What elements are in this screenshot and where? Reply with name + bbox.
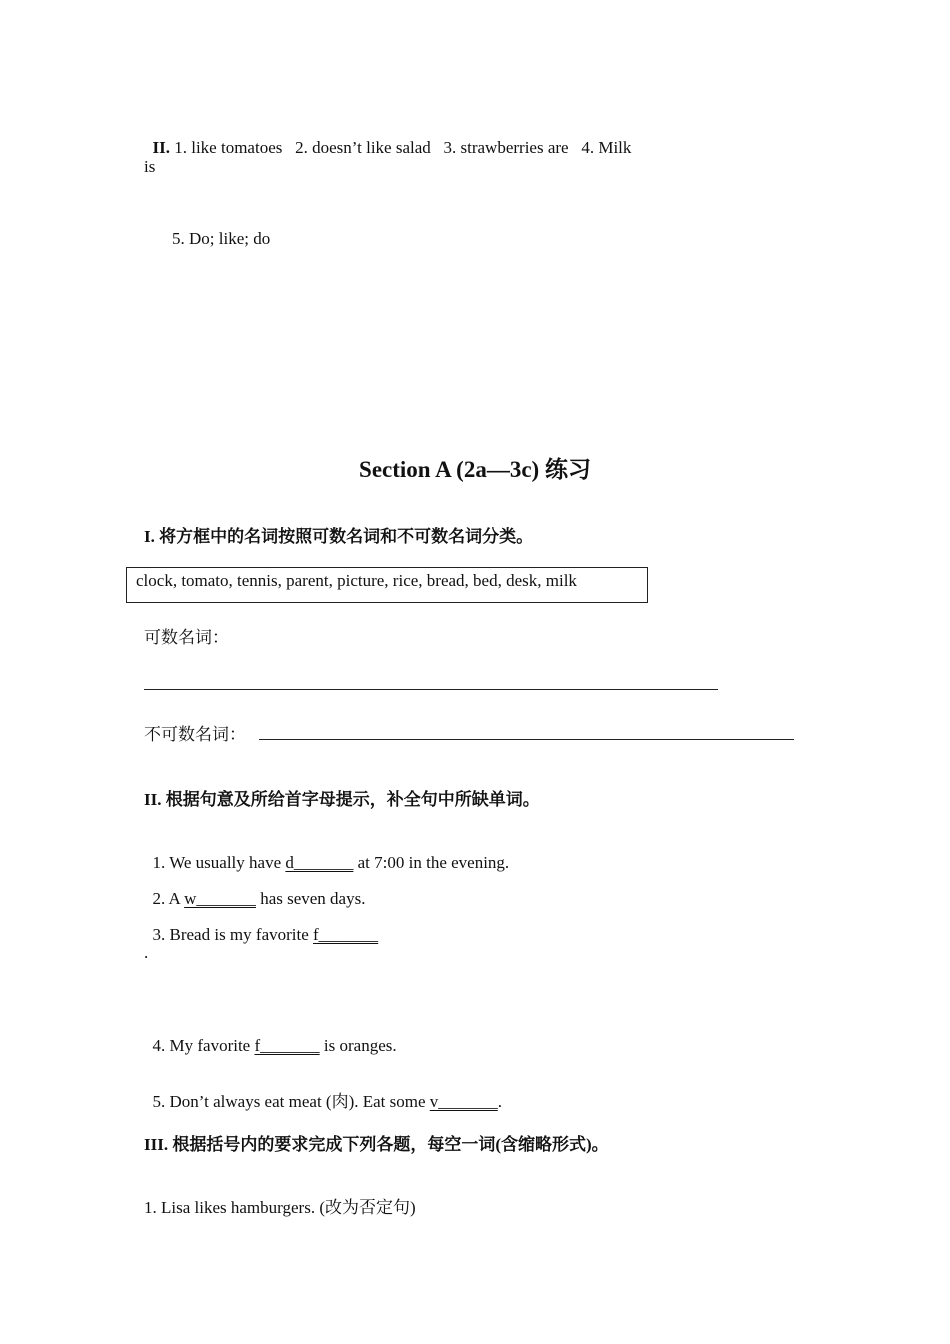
part3-title: III. 根据括号内的要求完成下列各题，每空一词(含缩略形式)。 [144,1135,609,1154]
answer-line-1 [144,118,631,158]
question-4 [144,1016,397,1056]
word-box [126,567,648,603]
section-title: Section A (2a—3c) 练习 [359,457,591,482]
answer-label: II. [152,138,170,157]
question-2-rest: has seven days. [255,889,366,908]
part1-title: I. 将方框中的名词按照可数名词和不可数名词分类。 [144,527,534,546]
answer-items: 1. like tomatoes 2. doesn’t like salad 3. strawberries are 4. Milk [169,138,632,157]
question-4-blank[interactable]: f_______ [254,1036,320,1055]
question-4-text: 4. My favorite [152,1036,255,1055]
answer-line-3: 5. Do; like; do [172,229,271,248]
question-2-text: 2. A [152,889,185,908]
question-1 [144,833,509,873]
question-3-text: 3. Bread is my favorite [152,925,314,944]
answer-line-2: is [144,157,156,176]
question-1-rest: at 7:00 in the evening. [353,853,510,872]
question-1-text: 1. We usually have [152,853,286,872]
question-5-text: 5. Don’t always eat meat (肉). Eat some [152,1092,430,1111]
countable-answer-line[interactable] [144,689,718,690]
part2-title: II. 根据句意及所给首字母提示，补全句中所缺单词。 [144,790,540,809]
question-2-blank[interactable]: w_______ [184,889,256,908]
question-3-blank[interactable]: f_______ [313,925,379,944]
question-5 [144,1067,502,1112]
uncountable-label: 不可数名词： [144,725,246,744]
question-3-period: . [144,943,149,962]
question-4-rest: is oranges. [319,1036,397,1055]
question-5-rest: . [497,1092,503,1111]
question-5-blank[interactable]: v_______ [429,1092,498,1111]
word-box-text: clock, tomato, tennis, parent, picture, rice, bread, bed, desk, milk [136,571,577,590]
question-3 [144,905,378,945]
countable-label: 可数名词： [144,628,229,647]
part3-question-1: 1. Lisa likes hamburgers. (改为否定句) [144,1198,416,1217]
uncountable-answer-line[interactable] [259,739,794,740]
question-2 [144,869,365,909]
question-1-blank[interactable]: d_______ [285,853,354,872]
